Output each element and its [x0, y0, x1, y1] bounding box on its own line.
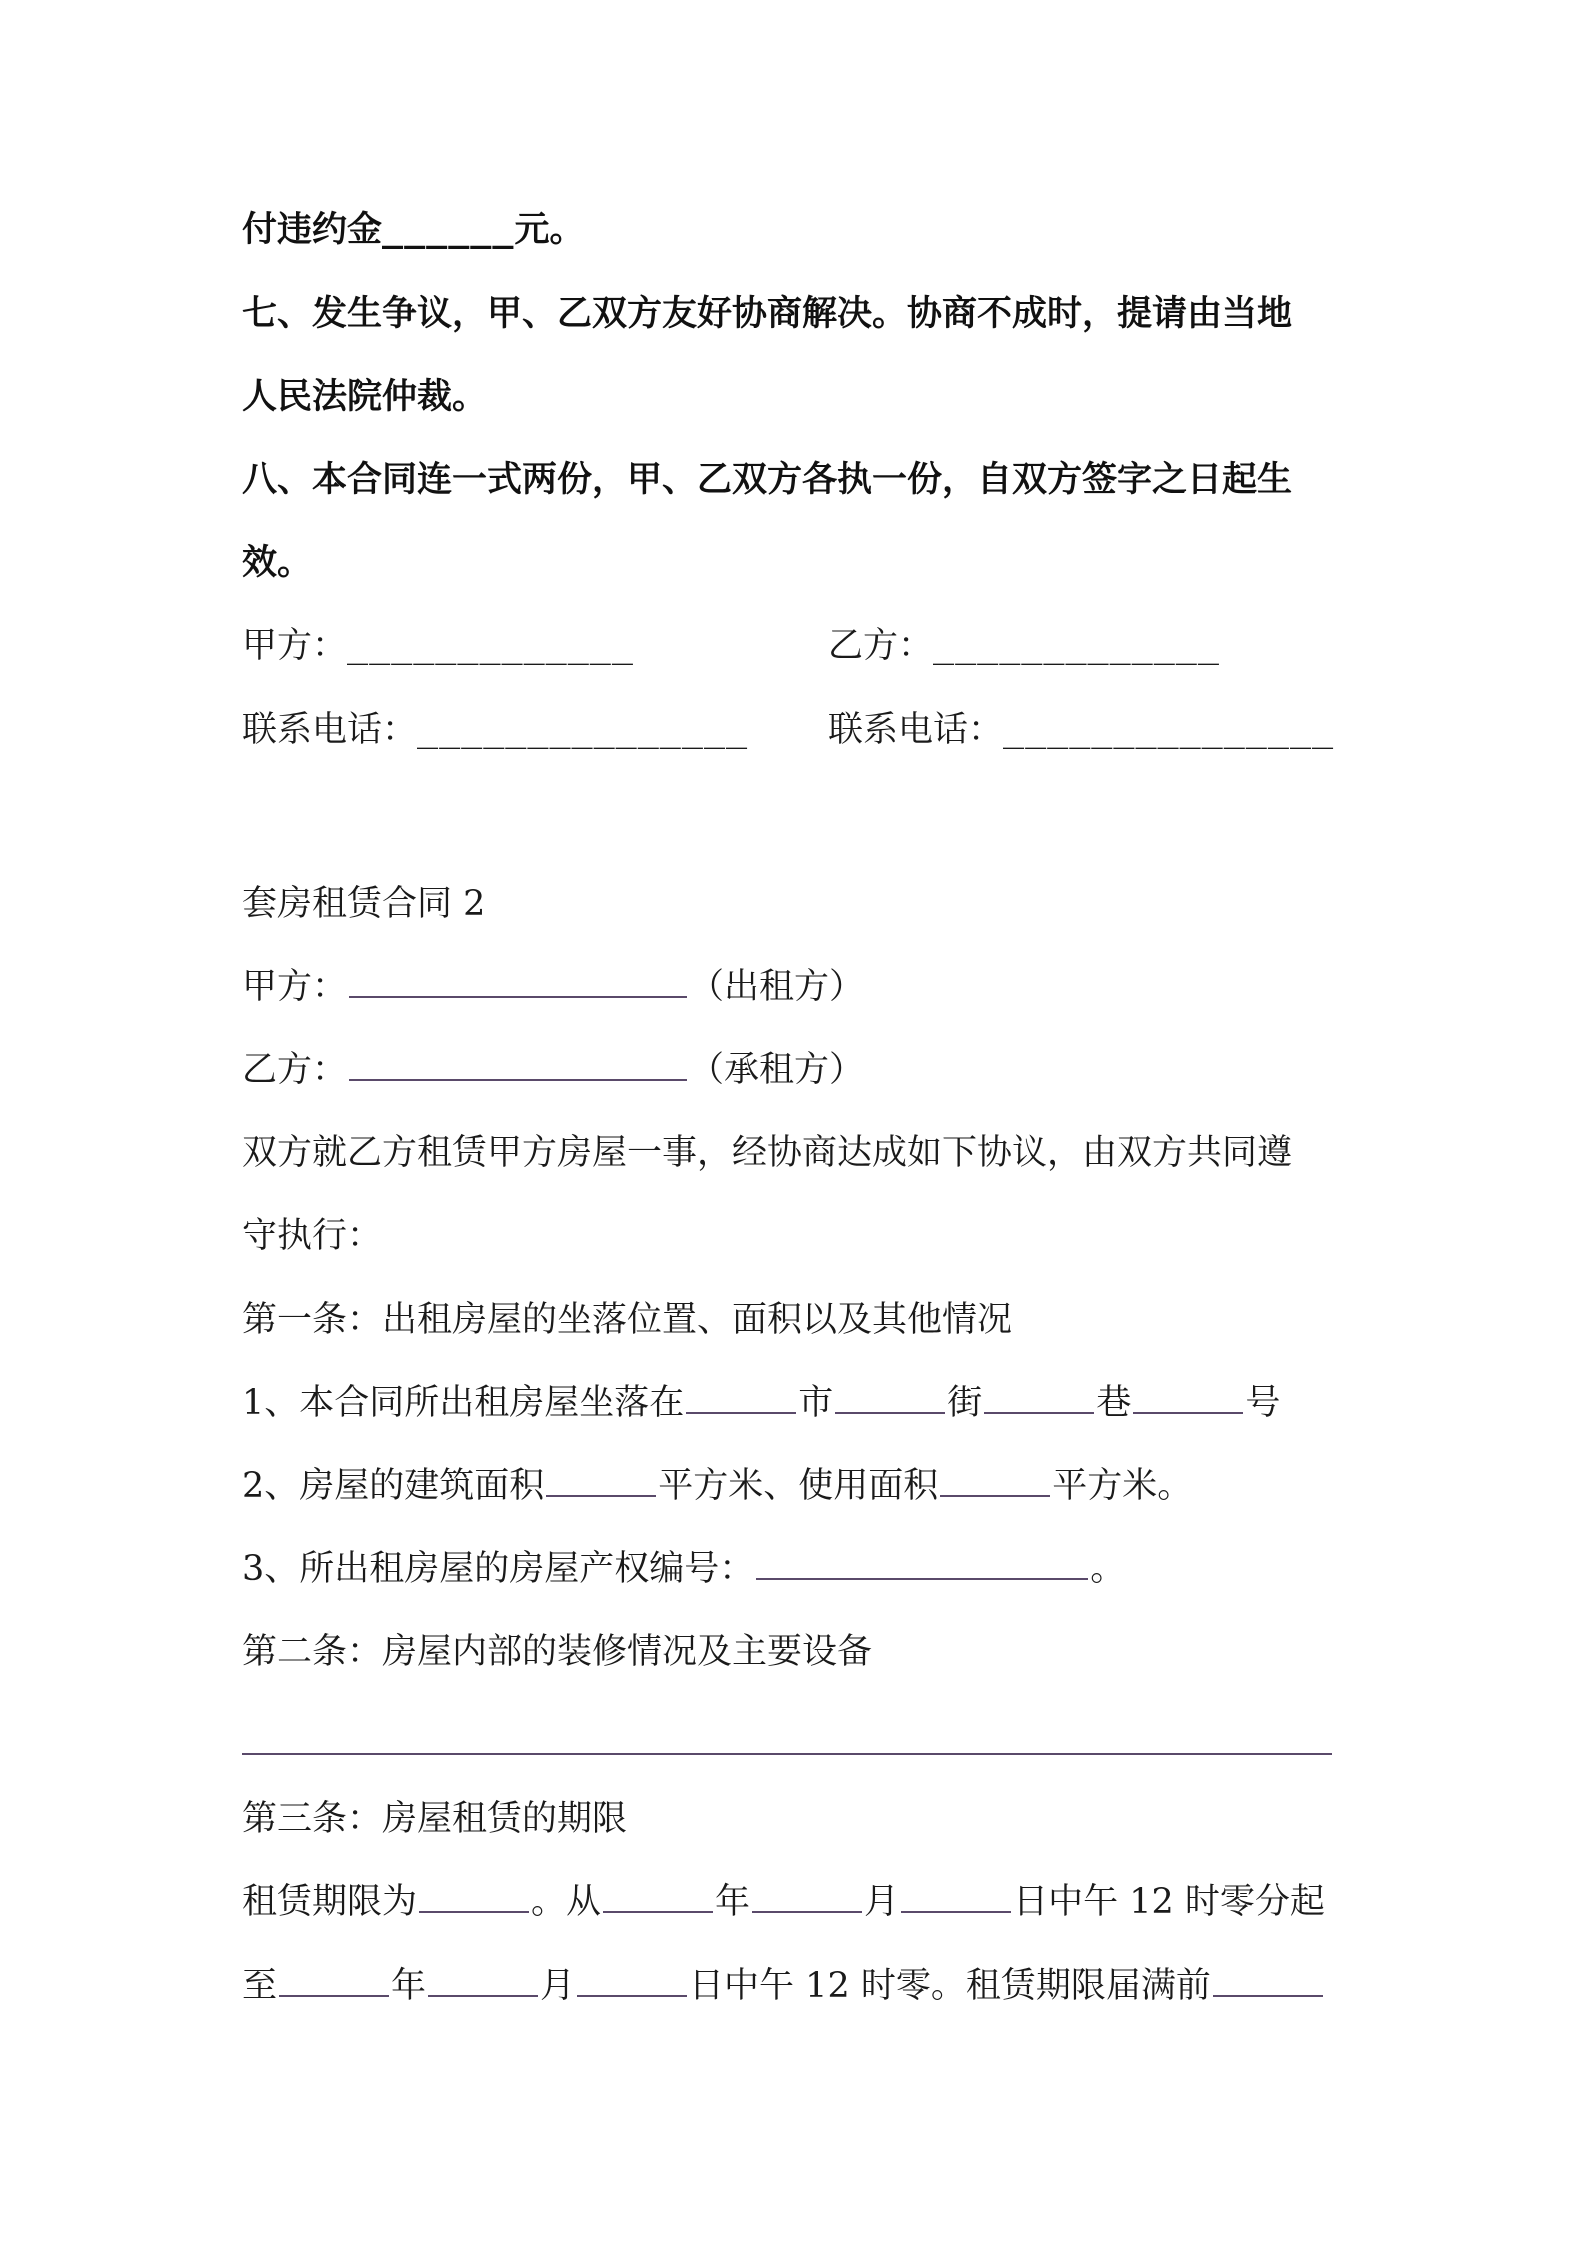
text: 至	[242, 1966, 278, 2006]
text: 日中午 12 时零。租赁期限届满前	[689, 1966, 1211, 2006]
start-year-blank	[603, 1911, 713, 1913]
article-3-heading: 第三条：房屋租赁的期限	[242, 1799, 628, 1839]
clause-7-line1: 七、发生争议，甲、乙双方友好协商解决。协商不成时，提请由当地	[242, 294, 1293, 334]
party-b-blank: _____________	[933, 626, 1220, 666]
text: 年	[391, 1966, 427, 2006]
article-2-heading: 第二条：房屋内部的装修情况及主要设备	[242, 1632, 873, 1672]
text: 1、本合同所出租房屋坐落在	[242, 1383, 685, 1423]
phone-a-blank: _______________	[417, 710, 749, 750]
equipment-blank-rule	[242, 1753, 1332, 1755]
penalty-blank: ______	[382, 210, 515, 250]
lessee-blank	[349, 1079, 687, 1081]
text: 。	[1090, 1549, 1126, 1589]
party-a-signature	[242, 622, 634, 670]
item-1-address	[242, 1379, 1280, 1427]
phone-b-blank: _______________	[1003, 710, 1335, 750]
lessor-label: 甲方：	[242, 967, 348, 1007]
text: 街	[947, 1383, 983, 1423]
text: 元。	[514, 210, 585, 250]
start-month-blank	[752, 1911, 862, 1913]
text: 2、房屋的建筑面积	[242, 1466, 545, 1506]
clause-8-line2: 效。	[242, 543, 313, 583]
usable-area-blank	[940, 1495, 1050, 1497]
text: 月	[540, 1966, 576, 2006]
penalty-line	[242, 206, 584, 254]
text: 巷	[1096, 1383, 1132, 1423]
term-blank	[419, 1911, 529, 1913]
start-day-blank	[901, 1911, 1011, 1913]
term-line1	[242, 1878, 1325, 1926]
party-a-label: 甲方：	[242, 626, 348, 666]
lessor-role: （出租方）	[689, 967, 865, 1007]
item-2-area	[242, 1462, 1192, 1510]
agreement-line1: 双方就乙方租赁甲方房屋一事，经协商达成如下协议，由双方共同遵	[242, 1133, 1293, 1173]
agreement-line2: 守执行：	[242, 1216, 383, 1256]
lessee-label: 乙方：	[242, 1050, 348, 1090]
city-blank	[686, 1412, 796, 1414]
party-a-phone	[242, 706, 748, 754]
party-b-label: 乙方：	[828, 626, 934, 666]
lessor-blank	[349, 996, 687, 998]
number-blank	[1133, 1412, 1243, 1414]
end-month-blank	[428, 1995, 538, 1997]
party-a-blank: _____________	[347, 626, 634, 666]
text: 租赁期限为	[242, 1882, 418, 1922]
text: 年	[715, 1882, 751, 1922]
text: 平方米、使用面积	[658, 1466, 939, 1506]
lane-blank	[984, 1412, 1094, 1414]
party-b-phone	[828, 706, 1334, 754]
text: 市	[798, 1383, 834, 1423]
text: 。从	[531, 1882, 602, 1922]
text: 3、所出租房屋的房屋产权编号：	[242, 1549, 755, 1589]
text: 日中午 12 时零分起	[1013, 1882, 1325, 1922]
item-3-property-number	[242, 1545, 1125, 1593]
phone-b-label: 联系电话：	[828, 710, 1004, 750]
party-b-signature	[828, 622, 1220, 670]
lessee-line	[242, 1046, 864, 1094]
building-area-blank	[546, 1495, 656, 1497]
text: 号	[1245, 1383, 1281, 1423]
text: 平方米。	[1052, 1466, 1193, 1506]
text: 付违约金	[242, 210, 383, 250]
street-blank	[835, 1412, 945, 1414]
end-year-blank	[279, 1995, 389, 1997]
notice-blank	[1213, 1995, 1323, 1997]
term-line2	[242, 1962, 1325, 2010]
article-1-heading: 第一条：出租房屋的坐落位置、面积以及其他情况	[242, 1300, 1013, 1340]
lessee-role: （承租方）	[689, 1050, 865, 1090]
lessor-line	[242, 963, 864, 1011]
clause-7-line2: 人民法院仲裁。	[242, 377, 488, 417]
contract-2-title: 套房租赁合同 2	[242, 884, 486, 924]
property-number-blank	[756, 1578, 1088, 1580]
clause-8-line1: 八、本合同连一式两份，甲、乙双方各执一份，自双方签字之日起生	[242, 460, 1293, 500]
phone-a-label: 联系电话：	[242, 710, 418, 750]
text: 月	[864, 1882, 900, 1922]
end-day-blank	[577, 1995, 687, 1997]
